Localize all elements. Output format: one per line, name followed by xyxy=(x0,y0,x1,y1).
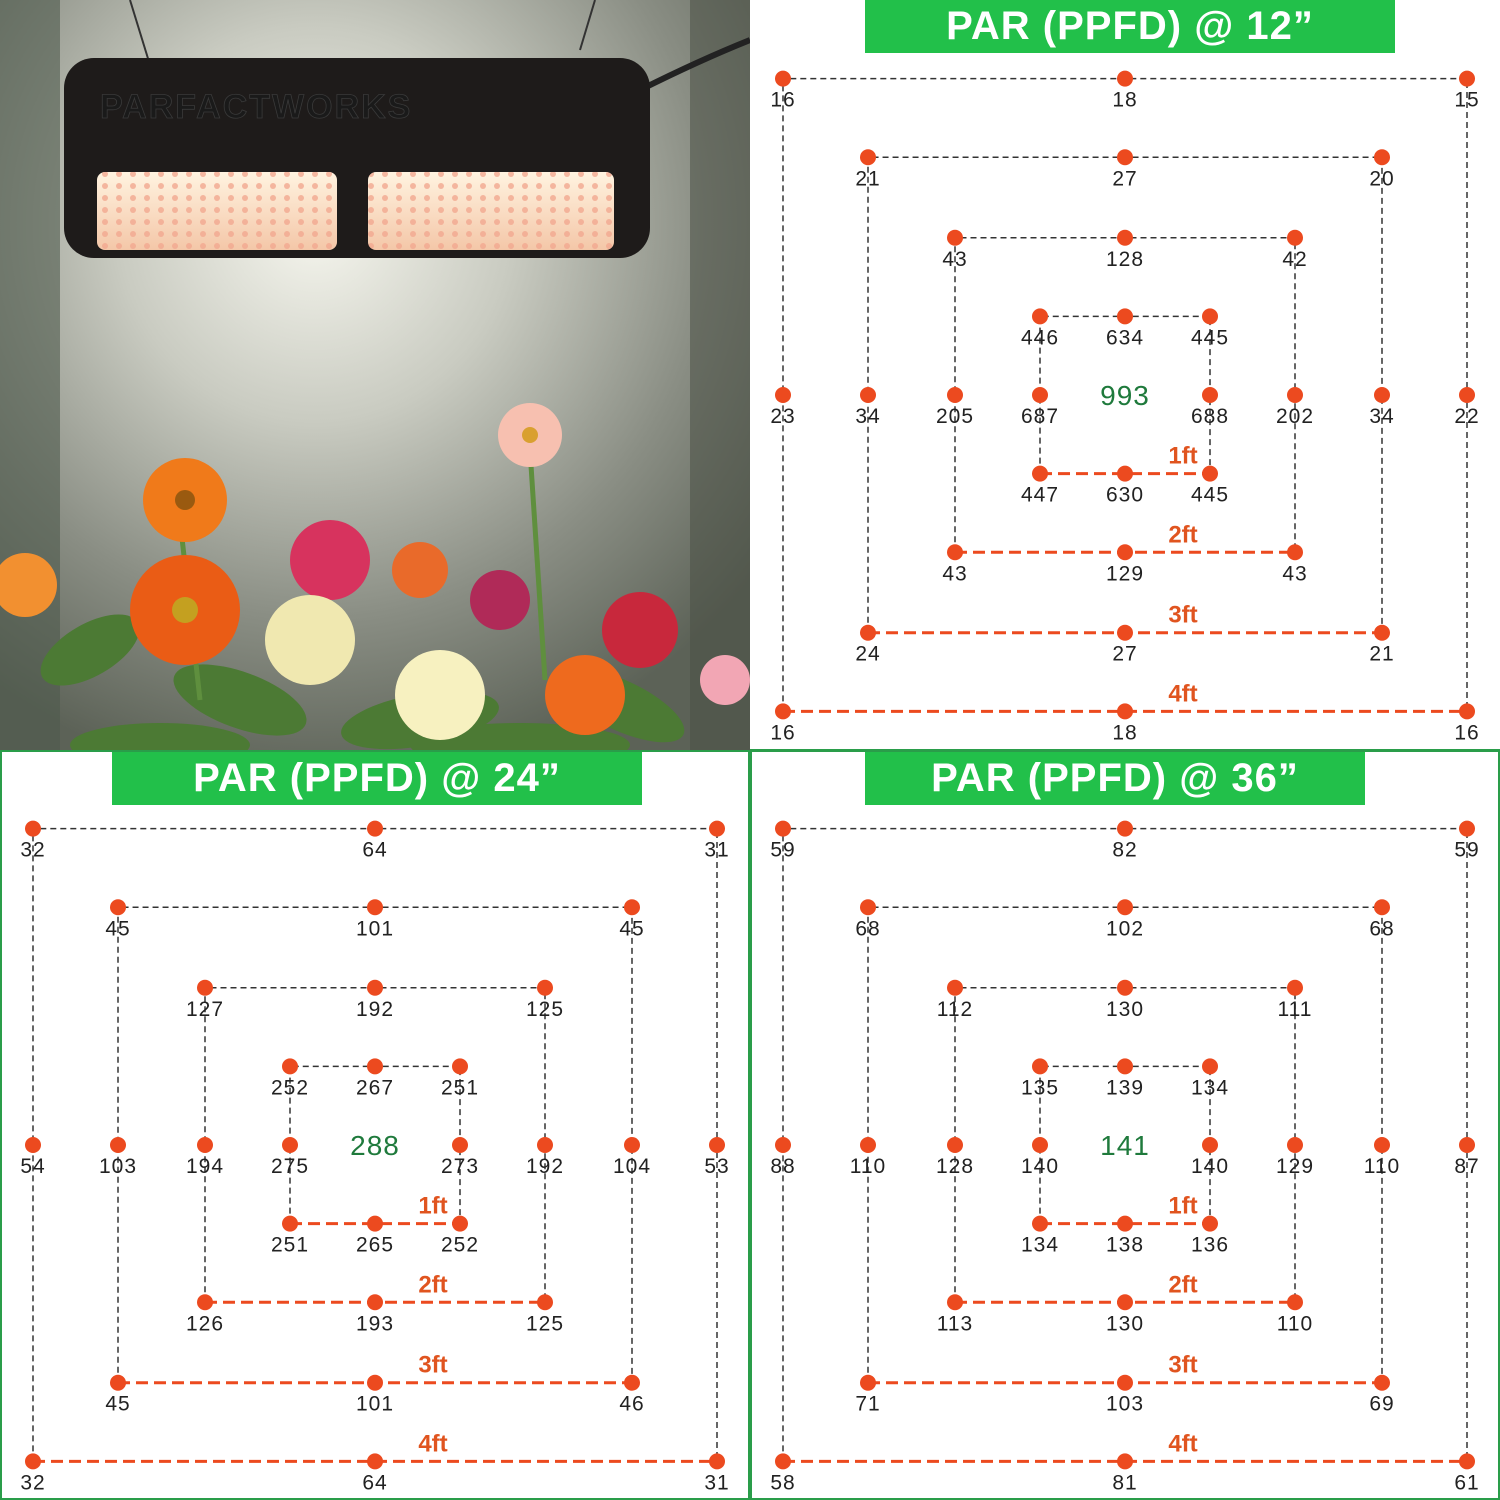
measurement-dot xyxy=(775,71,791,87)
measurement-dot xyxy=(1374,149,1390,165)
ppfd-value: 688 xyxy=(1190,405,1230,428)
measurement-dot xyxy=(1374,899,1390,915)
panel-title: PAR (PPFD) @ 36” xyxy=(931,756,1299,800)
ppfd-value: 136 xyxy=(1190,1233,1230,1257)
ppfd-value: 16 xyxy=(770,88,796,112)
grow-light-photo xyxy=(0,0,750,750)
measurement-dot xyxy=(624,1137,640,1153)
ppfd-value: 251 xyxy=(440,1076,480,1100)
measurement-dot xyxy=(110,899,126,915)
ppfd-value: 113 xyxy=(936,1312,974,1336)
measurement-dot xyxy=(537,1294,553,1310)
ring-size-label: 2ft xyxy=(1168,1271,1198,1299)
ppfd-value: 42 xyxy=(1282,247,1308,271)
ppfd-value: 18 xyxy=(1112,721,1138,745)
ppfd-value: 127 xyxy=(185,997,225,1021)
ppfd-value: 128 xyxy=(935,1155,975,1178)
measurement-dot xyxy=(1032,387,1048,403)
ppfd-value: 134 xyxy=(1020,1233,1060,1257)
measurement-dot xyxy=(709,1453,725,1469)
measurement-dot xyxy=(367,980,383,996)
measurement-dot xyxy=(1032,1058,1048,1074)
measurement-dot xyxy=(624,899,640,915)
measurement-dot xyxy=(367,821,383,837)
ppfd-value: 101 xyxy=(355,917,395,941)
ppfd-panel-12in xyxy=(750,0,1500,750)
measurement-dot xyxy=(1287,1294,1303,1310)
ppfd-value: 194 xyxy=(185,1155,225,1178)
measurement-dot xyxy=(1117,308,1133,324)
ppfd-value: 273 xyxy=(440,1155,480,1178)
brand-logo-text: PARFACTWORKS xyxy=(100,88,413,126)
ppfd-value: 87 xyxy=(1454,1155,1480,1178)
measurement-dot xyxy=(1459,1453,1475,1469)
measurement-dot xyxy=(1032,1216,1048,1232)
ppfd-value: 445 xyxy=(1190,326,1230,350)
ppfd-value: 192 xyxy=(525,1155,565,1178)
ppfd-value: 634 xyxy=(1105,326,1145,350)
ppfd-value: 126 xyxy=(185,1312,225,1336)
measurement-dot xyxy=(1117,466,1133,482)
ring-size-label: 4ft xyxy=(1168,680,1198,708)
ppfd-value: 251 xyxy=(270,1233,310,1257)
measurement-dot xyxy=(947,1294,963,1310)
ppfd-value: 446 xyxy=(1020,326,1060,350)
measurement-dot xyxy=(1117,899,1133,915)
measurement-dot xyxy=(197,980,213,996)
measurement-dot xyxy=(1117,544,1133,560)
ppfd-value: 45 xyxy=(105,1392,131,1416)
ppfd-value: 20 xyxy=(1369,167,1395,191)
measurement-dot xyxy=(367,1375,383,1391)
measurement-dot xyxy=(25,1453,41,1469)
measurement-dot xyxy=(860,1375,876,1391)
ppfd-value: 46 xyxy=(619,1392,645,1416)
ppfd-value: 193 xyxy=(355,1312,395,1336)
ppfd-value: 71 xyxy=(855,1392,881,1416)
measurement-dot xyxy=(1287,980,1303,996)
measurement-dot xyxy=(947,387,963,403)
measurement-dot xyxy=(1117,71,1133,87)
measurement-dot xyxy=(1202,387,1218,403)
ppfd-value: 129 xyxy=(1275,1155,1315,1178)
ppfd-value: 130 xyxy=(1105,1312,1145,1336)
measurement-dot xyxy=(282,1216,298,1232)
ppfd-value: 81 xyxy=(1112,1471,1138,1495)
ppfd-value: 16 xyxy=(770,721,796,745)
ppfd-value: 31 xyxy=(704,838,730,862)
measurement-dot xyxy=(1117,230,1133,246)
ring-size-label: 1ft xyxy=(1168,1192,1198,1220)
measurement-dot xyxy=(1117,1058,1133,1074)
ppfd-value: 138 xyxy=(1105,1233,1145,1257)
measurement-dot xyxy=(775,1453,791,1469)
measurement-dot xyxy=(1117,625,1133,641)
ppfd-value: 103 xyxy=(98,1155,138,1178)
ppfd-value: 68 xyxy=(1369,917,1395,941)
measurement-dot xyxy=(367,1294,383,1310)
ppfd-value: 687 xyxy=(1020,405,1060,428)
ring-size-label: 1ft xyxy=(1168,442,1198,470)
ppfd-value: 59 xyxy=(1454,838,1480,862)
ppfd-value: 82 xyxy=(1112,838,1138,862)
ppfd-value: 88 xyxy=(770,1155,796,1178)
ppfd-value: 125 xyxy=(525,1312,565,1336)
center-value: 288 xyxy=(350,1130,400,1161)
ppfd-value: 58 xyxy=(770,1471,796,1495)
ppfd-value: 54 xyxy=(20,1155,46,1178)
measurement-dot xyxy=(452,1216,468,1232)
ppfd-value: 267 xyxy=(355,1076,395,1100)
ring-size-label: 3ft xyxy=(1168,1351,1198,1379)
measurement-dot xyxy=(1459,1137,1475,1153)
ppfd-value: 22 xyxy=(1454,405,1480,428)
ppfd-value: 129 xyxy=(1105,562,1145,586)
ppfd-value: 34 xyxy=(1369,405,1395,428)
ppfd-value: 45 xyxy=(105,917,131,941)
measurement-dot xyxy=(1117,980,1133,996)
measurement-dot xyxy=(367,1058,383,1074)
measurement-dot xyxy=(1117,1294,1133,1310)
measurement-dot xyxy=(1117,1375,1133,1391)
measurement-dot xyxy=(197,1137,213,1153)
measurement-dot xyxy=(860,387,876,403)
ppfd-value: 104 xyxy=(612,1155,652,1178)
measurement-dot xyxy=(197,1294,213,1310)
measurement-dot xyxy=(452,1137,468,1153)
ppfd-grid-24in xyxy=(0,750,750,1500)
measurement-dot xyxy=(537,1137,553,1153)
measurement-dot xyxy=(25,821,41,837)
ppfd-value: 205 xyxy=(935,405,975,428)
measurement-dot xyxy=(1117,821,1133,837)
ppfd-value: 275 xyxy=(270,1155,310,1178)
ppfd-value: 128 xyxy=(1105,247,1145,271)
ppfd-value: 110 xyxy=(1276,1312,1314,1336)
measurement-dot xyxy=(1117,703,1133,719)
measurement-dot xyxy=(1374,625,1390,641)
ppfd-value: 61 xyxy=(1454,1471,1480,1495)
ppfd-value: 27 xyxy=(1112,642,1138,666)
measurement-dot xyxy=(282,1137,298,1153)
measurement-dot xyxy=(367,1216,383,1232)
ppfd-value: 447 xyxy=(1020,483,1060,507)
ppfd-value: 21 xyxy=(855,167,881,191)
ppfd-value: 103 xyxy=(1105,1392,1145,1416)
ppfd-value: 102 xyxy=(1105,917,1145,941)
ppfd-value: 130 xyxy=(1105,997,1145,1021)
measurement-dot xyxy=(1374,1137,1390,1153)
ppfd-value: 68 xyxy=(855,917,881,941)
measurement-dot xyxy=(1202,466,1218,482)
measurement-dot xyxy=(1459,387,1475,403)
grow-light-photo-image xyxy=(0,0,750,750)
measurement-dot xyxy=(367,899,383,915)
title-banner xyxy=(865,752,1365,805)
measurement-dot xyxy=(452,1058,468,1074)
measurement-dot xyxy=(947,980,963,996)
ppfd-value: 31 xyxy=(704,1471,730,1495)
measurement-dot xyxy=(1202,308,1218,324)
measurement-dot xyxy=(1459,71,1475,87)
center-value: 993 xyxy=(1100,380,1150,411)
measurement-dot xyxy=(1117,1216,1133,1232)
ppfd-value: 445 xyxy=(1190,483,1230,507)
measurement-dot xyxy=(775,821,791,837)
measurement-dot xyxy=(775,1137,791,1153)
title-banner xyxy=(865,0,1395,53)
ppfd-value: 32 xyxy=(20,1471,46,1495)
ppfd-value: 202 xyxy=(1275,405,1315,428)
title-banner xyxy=(112,752,642,805)
measurement-dot xyxy=(860,625,876,641)
ppfd-value: 69 xyxy=(1369,1392,1395,1416)
measurement-dot xyxy=(860,149,876,165)
ppfd-value: 32 xyxy=(20,838,46,862)
ppfd-value: 27 xyxy=(1112,167,1138,191)
ppfd-value: 24 xyxy=(855,642,881,666)
ppfd-value: 15 xyxy=(1454,88,1480,112)
measurement-dot xyxy=(947,230,963,246)
ppfd-value: 45 xyxy=(619,917,645,941)
ppfd-value: 192 xyxy=(355,997,395,1021)
ppfd-value: 252 xyxy=(270,1076,310,1100)
measurement-dot xyxy=(1459,703,1475,719)
ring-size-label: 2ft xyxy=(418,1271,448,1299)
ring-size-label: 4ft xyxy=(1168,1430,1198,1458)
ppfd-value: 43 xyxy=(942,247,968,271)
ppfd-value: 111 xyxy=(1277,997,1313,1021)
measurement-dot xyxy=(1287,387,1303,403)
ppfd-value: 16 xyxy=(1454,721,1480,745)
measurement-dot xyxy=(1202,1216,1218,1232)
measurement-dot xyxy=(282,1058,298,1074)
measurement-dot xyxy=(25,1137,41,1153)
ppfd-value: 59 xyxy=(770,838,796,862)
ppfd-value: 140 xyxy=(1020,1155,1060,1178)
measurement-dot xyxy=(1374,1375,1390,1391)
measurement-dot xyxy=(1117,149,1133,165)
ring-size-label: 4ft xyxy=(418,1430,448,1458)
panel-title: PAR (PPFD) @ 24” xyxy=(193,756,561,800)
measurement-dot xyxy=(947,544,963,560)
measurement-dot xyxy=(775,387,791,403)
ppfd-grid-36in xyxy=(750,750,1500,1500)
measurement-dot xyxy=(110,1375,126,1391)
ppfd-panel-24in xyxy=(0,750,750,1500)
measurement-dot xyxy=(947,1137,963,1153)
measurement-dot xyxy=(110,1137,126,1153)
panel-title: PAR (PPFD) @ 12” xyxy=(946,4,1314,48)
measurement-dot xyxy=(1032,1137,1048,1153)
ppfd-value: 23 xyxy=(770,405,796,428)
ppfd-value: 140 xyxy=(1190,1155,1230,1178)
measurement-dot xyxy=(1287,230,1303,246)
measurement-dot xyxy=(709,821,725,837)
measurement-dot xyxy=(1459,821,1475,837)
ppfd-value: 64 xyxy=(362,1471,388,1495)
measurement-dot xyxy=(624,1375,640,1391)
ring-size-label: 2ft xyxy=(1168,521,1198,549)
measurement-dot xyxy=(1287,544,1303,560)
ring-size-label: 1ft xyxy=(418,1192,448,1220)
measurement-dot xyxy=(367,1453,383,1469)
measurement-dot xyxy=(1287,1137,1303,1153)
ppfd-value: 64 xyxy=(362,838,388,862)
ring-size-label: 3ft xyxy=(1168,601,1198,629)
ppfd-value: 112 xyxy=(936,997,974,1021)
ppfd-grid-12in xyxy=(750,0,1500,750)
ppfd-value: 18 xyxy=(1112,88,1138,112)
ppfd-value: 43 xyxy=(942,562,968,586)
ppfd-value: 139 xyxy=(1105,1076,1145,1100)
ppfd-value: 125 xyxy=(525,997,565,1021)
measurement-dot xyxy=(709,1137,725,1153)
measurement-dot xyxy=(537,980,553,996)
ring-size-label: 3ft xyxy=(418,1351,448,1379)
measurement-dot xyxy=(1032,308,1048,324)
measurement-dot xyxy=(775,703,791,719)
ppfd-value: 34 xyxy=(855,405,881,428)
ppfd-panel-36in xyxy=(750,750,1500,1500)
measurement-dot xyxy=(1202,1058,1218,1074)
measurement-dot xyxy=(1374,387,1390,403)
measurement-dot xyxy=(1032,466,1048,482)
measurement-dot xyxy=(1117,1453,1133,1469)
ppfd-value: 265 xyxy=(355,1233,395,1257)
ppfd-value: 110 xyxy=(849,1155,887,1178)
measurement-dot xyxy=(860,899,876,915)
measurement-dot xyxy=(1202,1137,1218,1153)
ppfd-value: 21 xyxy=(1369,642,1395,666)
ppfd-value: 630 xyxy=(1105,483,1145,507)
ppfd-value: 252 xyxy=(440,1233,480,1257)
center-value: 141 xyxy=(1100,1130,1150,1161)
ppfd-value: 110 xyxy=(1363,1155,1401,1178)
ppfd-value: 135 xyxy=(1020,1076,1060,1100)
ppfd-value: 43 xyxy=(1282,562,1308,586)
ppfd-value: 53 xyxy=(704,1155,730,1178)
measurement-dot xyxy=(860,1137,876,1153)
ppfd-value: 134 xyxy=(1190,1076,1230,1100)
ppfd-value: 101 xyxy=(355,1392,395,1416)
